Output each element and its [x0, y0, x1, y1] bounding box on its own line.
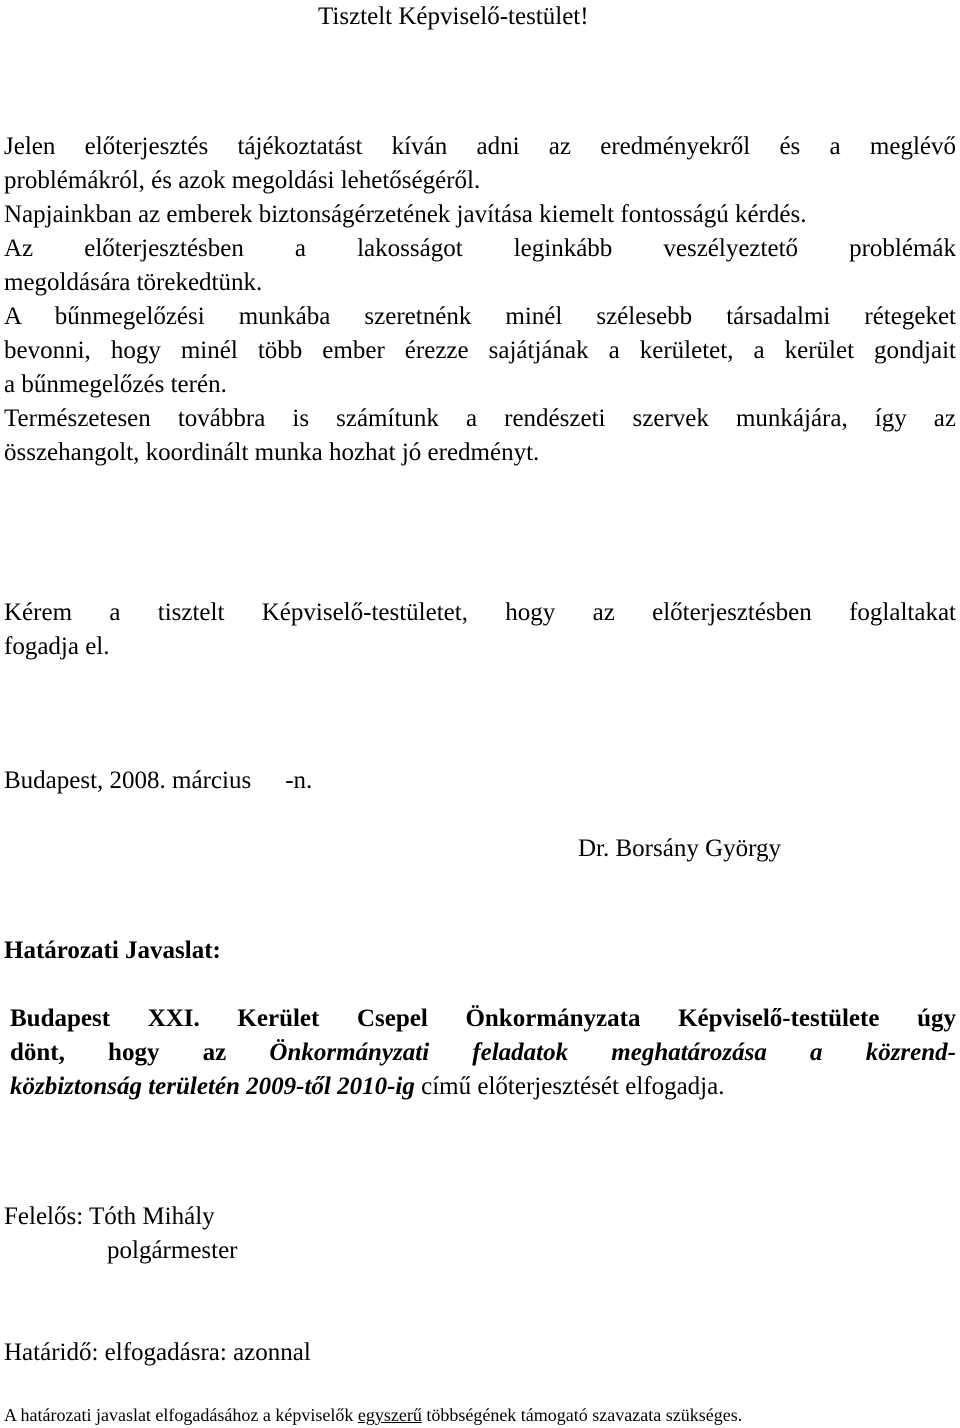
resolution-line [10, 1070, 956, 1104]
resolution-line3-suffix: című előterjesztését elfogadja. [414, 1073, 725, 1100]
intro-line: megoldására törekedtünk. [4, 269, 263, 296]
footnote-underlined: egyszerű [357, 1405, 422, 1425]
responsible-person: Felelős: Tóth Mihály [4, 1203, 215, 1230]
signatory-name: Dr. Borsány György [578, 835, 782, 862]
intro-line: Az előterjesztésben a lakosságot leginkább veszélyeztető problémák [4, 235, 956, 262]
intro-line: Napjainkban az emberek biztonságérzetének javítása kiemelt fontosságú kérdés. [4, 201, 807, 228]
footnote [4, 1404, 956, 1426]
responsible-title: polgármester [107, 1237, 238, 1264]
resolution-text [10, 1002, 956, 1104]
date-suffix: -n. [285, 767, 313, 794]
resolution-line2-prefix: dönt, hogy az [10, 1039, 270, 1066]
resolution-line [10, 1036, 956, 1070]
intro-line: bevonni, hogy minél több ember érezze sajátjának a kerületet, a kerület gondjait [4, 337, 956, 364]
deadline: Határidő: elfogadásra: azonnal [4, 1339, 311, 1366]
intro-line: problémákról, és azok megoldási lehetőségéről. [4, 167, 481, 194]
resolution-line: Budapest XXI. Kerület Csepel Önkormányzata Képviselő-testülete úgy [10, 1005, 956, 1032]
intro-line: Természetesen továbbra is számítunk a rendészeti szervek munkájára, így az [4, 405, 956, 432]
request-paragraph [4, 596, 956, 664]
footnote-suffix: többségének támogató szavazata szükséges. [421, 1405, 743, 1425]
date-place: Budapest, 2008. március [4, 767, 252, 794]
intro-line: A bűnmegelőzési munkába szeretnénk minél szélesebb társadalmi rétegeket [4, 303, 956, 330]
request-line: Kérem a tisztelt Képviselő-testületet, hogy az előterjesztésben foglaltakat [4, 599, 956, 626]
intro-paragraph [4, 130, 956, 470]
intro-line: a bűnmegelőzés terén. [4, 371, 227, 398]
intro-line: Jelen előterjesztés tájékoztatást kíván adni az eredményekről és a meglévő [4, 133, 956, 160]
proposal-heading: Határozati Javaslat: [4, 937, 221, 964]
intro-line: összehangolt, koordinált munka hozhat jó eredményt. [4, 439, 540, 466]
greeting: Tisztelt Képviselő-testület! [318, 3, 589, 30]
request-line: fogadja el. [4, 633, 110, 660]
resolution-title-part2: közbiztonság területén 2009-től 2010-ig [10, 1073, 415, 1100]
footnote-prefix: A határozati javaslat elfogadásához a képviselők [4, 1405, 358, 1425]
resolution-title-part1: Önkormányzati feladatok meghatározása a közrend- [269, 1039, 956, 1066]
date-line [4, 764, 956, 798]
